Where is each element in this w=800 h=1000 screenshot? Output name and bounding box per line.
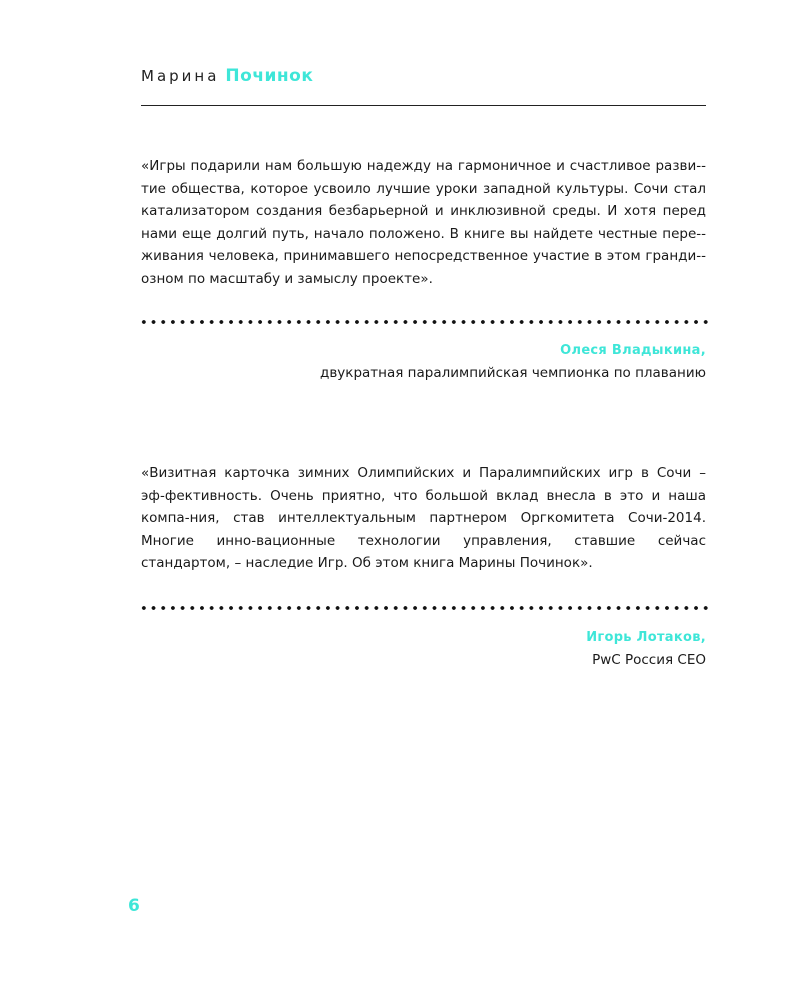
author-last-name: Починок [225, 66, 314, 86]
dotted-separator-1 [139, 319, 709, 325]
dotted-separator-2 [139, 605, 709, 611]
page-number: 6 [128, 896, 140, 916]
running-header [141, 66, 313, 90]
testimonial-author-1: Олеся Владыкина, [560, 343, 706, 358]
testimonial-author-2: Игорь Лотаков, [586, 630, 706, 645]
testimonial-attribution-1 [320, 340, 706, 384]
testimonial-role-2: PwC Россия CEO [592, 652, 706, 668]
testimonial-quote-2: «Визитная карточка зимних Олимпийских и Паралимпийских игр в Сочи – эф-фективность. Очень приятно, что большой вклад внесла в это и наша компа-ния, став интеллектуальным партнером Оргкомитета Сочи-2014. Многие инно-вационные технологии управления, ставшие сейчас стандартом, – наследие Игр. Об этом книга Марины Починок». [141, 465, 706, 572]
testimonial-attribution-2 [586, 627, 706, 671]
testimonial-quote-1: «Игры подарили нам большую надежду на гармоничное и счастливое разви-тие общества, которое усвоило лучшие уроки западной культуры. Сочи стал катализатором создания безбарьерной и инклюзивной среды. И хотя перед нами еще долгий путь, начало положено. В книге вы найдете честные пере-живания человека, принимавшего непосредственное участие в этом гранди-озном по масштабу и замыслу проекте». [141, 158, 706, 287]
header-divider [141, 105, 706, 106]
author-first-name: Марина [141, 67, 220, 85]
testimonial-role-1: двукратная паралимпийская чемпионка по плаванию [320, 365, 706, 381]
